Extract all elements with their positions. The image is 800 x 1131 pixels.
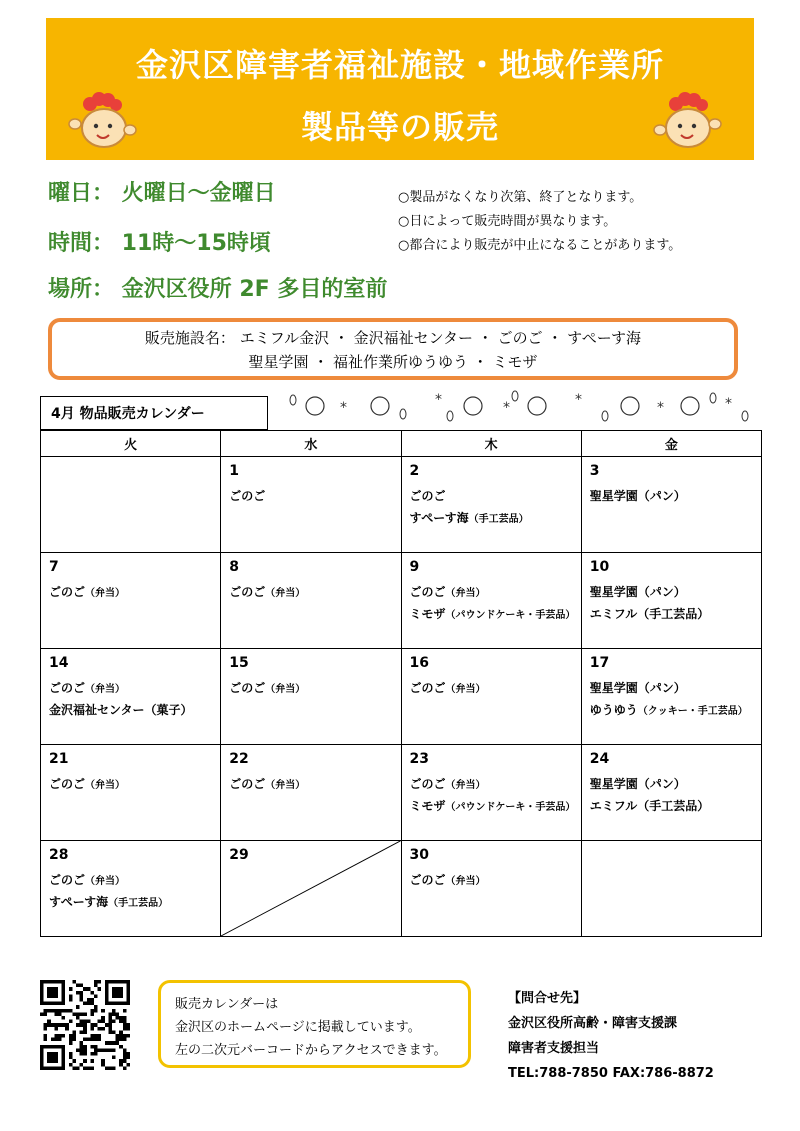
calendar-day-cell bbox=[41, 457, 221, 553]
sale-entry bbox=[49, 893, 168, 910]
vendor-name: ごのご bbox=[409, 873, 446, 887]
vendor-name: ごのご bbox=[49, 777, 86, 791]
svg-text:*: * bbox=[340, 400, 347, 416]
qr-code[interactable] bbox=[40, 980, 130, 1070]
calendar-day-cell bbox=[581, 745, 761, 841]
vendor-name: 聖星学園（パン） bbox=[589, 777, 686, 791]
sale-entry bbox=[229, 679, 305, 696]
info-box-line: 販売カレンダーは bbox=[175, 997, 279, 1012]
vendor-name: ミモザ bbox=[409, 799, 446, 813]
sale-entry bbox=[49, 775, 125, 792]
homepage-info-box bbox=[158, 980, 471, 1068]
sale-entry bbox=[410, 679, 486, 696]
day-number: 29 bbox=[229, 847, 249, 863]
calendar-day-cell bbox=[221, 457, 401, 553]
vendor-name: ごのご bbox=[49, 585, 86, 599]
calendar-day-cell bbox=[401, 841, 581, 937]
calendar-week-row bbox=[41, 553, 762, 649]
sale-entry bbox=[590, 701, 748, 718]
product-type: （弁当） bbox=[265, 780, 306, 791]
weekday-header: 木 bbox=[401, 431, 581, 457]
product-type: （弁当） bbox=[445, 780, 486, 791]
vendor-name: 聖星学園（パン） bbox=[589, 681, 686, 695]
vendor-name: すぺーす海 bbox=[409, 511, 469, 525]
vendor-name: 金沢福祉センター（菓子） bbox=[49, 703, 193, 717]
contact-line: TEL:788-7850 FAX:786-8872 bbox=[508, 1066, 714, 1081]
vendor-name: ごのご bbox=[229, 585, 266, 599]
svg-text:*: * bbox=[575, 392, 582, 408]
day-number: 21 bbox=[49, 751, 69, 767]
weekday-header: 火 bbox=[41, 431, 221, 457]
product-type: （弁当） bbox=[85, 588, 126, 599]
note-line: ○都合により販売が中止になることがあります。 bbox=[398, 238, 682, 253]
facility-line: 販売施設名： エミフル金沢 ・ 金沢福祉センター ・ ごのご ・ すぺーす海 bbox=[144, 329, 642, 347]
day-number: 8 bbox=[229, 559, 239, 575]
vendor-name: ごのご bbox=[409, 489, 446, 503]
sale-entry bbox=[410, 871, 486, 888]
vendor-name: ごのご bbox=[49, 873, 86, 887]
day-number: 1 bbox=[229, 463, 239, 479]
svg-text:*: * bbox=[657, 400, 664, 416]
product-type: （弁当） bbox=[445, 684, 486, 695]
product-type: （パウンドケーキ・手芸品） bbox=[445, 802, 576, 813]
vendor-name: 聖星学園（パン） bbox=[589, 489, 686, 503]
day-number: 28 bbox=[49, 847, 69, 863]
vendor-name: ごのご bbox=[49, 681, 86, 695]
calendar-day-cell bbox=[581, 841, 761, 937]
note-line: ○日によって販売時間が異なります。 bbox=[398, 214, 617, 229]
calendar-day-cell bbox=[221, 649, 401, 745]
vendor-name: ごのご bbox=[409, 585, 446, 599]
calendar-week-row bbox=[41, 841, 762, 937]
vendor-name: すぺーす海 bbox=[49, 895, 109, 909]
product-type: （クッキー・手工芸品） bbox=[637, 706, 748, 717]
day-number: 10 bbox=[589, 559, 610, 575]
sale-entry bbox=[590, 797, 710, 814]
sale-entry bbox=[410, 487, 446, 504]
product-type: （弁当） bbox=[85, 684, 126, 695]
day-number: 17 bbox=[589, 655, 610, 671]
sale-entry bbox=[590, 605, 710, 622]
sale-entry bbox=[590, 487, 686, 504]
vendor-name: ゆうゆう bbox=[589, 703, 638, 717]
sales-calendar bbox=[40, 430, 762, 937]
day-number: 16 bbox=[409, 655, 429, 671]
facility-list-box bbox=[48, 318, 738, 380]
calendar-day-cell bbox=[581, 457, 761, 553]
sale-entry bbox=[590, 679, 686, 696]
title-banner bbox=[46, 18, 754, 160]
weekday-header: 水 bbox=[221, 431, 401, 457]
product-type: （弁当） bbox=[445, 876, 486, 887]
calendar-header-row bbox=[41, 431, 762, 457]
sale-entry bbox=[410, 797, 576, 814]
day-number: 23 bbox=[409, 751, 429, 767]
mascot-icon bbox=[652, 90, 724, 154]
vendor-name: ごのご bbox=[409, 777, 446, 791]
sale-entry bbox=[410, 775, 486, 792]
calendar-day-cell bbox=[41, 841, 221, 937]
vendor-name: ミモザ bbox=[409, 607, 446, 621]
vendor-name: ごのご bbox=[229, 489, 266, 503]
sale-entry bbox=[590, 583, 686, 600]
flower-decoration-icon bbox=[285, 386, 755, 426]
sale-entry bbox=[590, 775, 686, 792]
vendor-name: エミフル（手工芸品） bbox=[589, 607, 710, 621]
weekday-header: 金 bbox=[581, 431, 761, 457]
product-type: （手工芸品） bbox=[468, 514, 529, 525]
calendar-day-cell bbox=[221, 745, 401, 841]
sale-entry bbox=[410, 583, 486, 600]
calendar-day-cell bbox=[401, 457, 581, 553]
note-line: ○製品がなくなり次第、終了となります。 bbox=[398, 190, 643, 205]
calendar-day-cell bbox=[41, 649, 221, 745]
day-number: 22 bbox=[229, 751, 249, 767]
day-number: 7 bbox=[49, 559, 59, 575]
day-number: 30 bbox=[409, 847, 429, 863]
product-type: （弁当） bbox=[85, 876, 126, 887]
product-type: （弁当） bbox=[265, 684, 306, 695]
banner-title-line1: 金沢区障害者福祉施設・地域作業所 bbox=[135, 46, 664, 84]
sale-time: 時間： 11時～15時頃 bbox=[48, 231, 271, 256]
vendor-name: ごのご bbox=[409, 681, 446, 695]
contact-line: 金沢区役所高齢・障害支援課 bbox=[508, 1016, 678, 1031]
info-box-line: 左の二次元バーコードからアクセスできます。 bbox=[175, 1043, 447, 1058]
calendar-week-row bbox=[41, 745, 762, 841]
product-type: （弁当） bbox=[85, 780, 126, 791]
sale-entry bbox=[49, 679, 125, 696]
sale-entry bbox=[229, 487, 265, 504]
calendar-day-cell bbox=[41, 553, 221, 649]
sale-place: 場所： 金沢区役所 2F 多目的室前 bbox=[48, 277, 388, 302]
sale-entry bbox=[229, 775, 305, 792]
svg-text:*: * bbox=[725, 396, 732, 412]
contact-info bbox=[508, 986, 714, 1086]
day-number: 9 bbox=[409, 559, 420, 575]
facility-line: 聖星学園 ・ 福祉作業所ゆうゆう ・ ミモザ bbox=[248, 353, 538, 371]
svg-text:*: * bbox=[503, 400, 510, 416]
contact-line: 【問合せ先】 bbox=[508, 991, 587, 1006]
day-number: 3 bbox=[589, 463, 600, 479]
sale-entry bbox=[229, 583, 305, 600]
mascot-icon bbox=[66, 90, 138, 154]
calendar-week-row bbox=[41, 649, 762, 745]
product-type: （手工芸品） bbox=[108, 898, 169, 909]
banner-title-line2: 製品等の販売 bbox=[300, 108, 499, 146]
calendar-day-cell bbox=[401, 745, 581, 841]
calendar-day-cell bbox=[401, 553, 581, 649]
product-type: （弁当） bbox=[265, 588, 306, 599]
sale-entry bbox=[49, 583, 125, 600]
product-type: （パウンドケーキ・手芸品） bbox=[445, 610, 576, 621]
vendor-name: 聖星学園（パン） bbox=[589, 585, 686, 599]
vendor-name: ごのご bbox=[229, 777, 266, 791]
sale-entry bbox=[410, 509, 529, 526]
svg-text:*: * bbox=[435, 392, 442, 408]
day-number: 14 bbox=[49, 655, 69, 671]
day-number: 24 bbox=[589, 751, 610, 767]
sale-entry bbox=[410, 605, 576, 622]
calendar-day-cell bbox=[401, 649, 581, 745]
product-type: （弁当） bbox=[445, 588, 486, 599]
calendar-day-cell bbox=[581, 553, 761, 649]
sale-days: 曜日： 火曜日～金曜日 bbox=[48, 181, 276, 206]
calendar-day-cell bbox=[221, 553, 401, 649]
vendor-name: ごのご bbox=[229, 681, 266, 695]
calendar-day-cell bbox=[221, 841, 401, 937]
day-number: 2 bbox=[409, 463, 420, 479]
sale-entry bbox=[49, 871, 125, 888]
calendar-day-cell bbox=[581, 649, 761, 745]
day-number: 15 bbox=[229, 655, 249, 671]
sale-entry bbox=[49, 701, 193, 718]
calendar-title: 4月 物品販売カレンダー bbox=[40, 396, 268, 430]
vendor-name: エミフル（手工芸品） bbox=[589, 799, 710, 813]
contact-line: 障害者支援担当 bbox=[508, 1041, 600, 1056]
calendar-day-cell bbox=[41, 745, 221, 841]
info-box-line: 金沢区のホームページに掲載しています。 bbox=[175, 1020, 421, 1035]
calendar-week-row bbox=[41, 457, 762, 553]
